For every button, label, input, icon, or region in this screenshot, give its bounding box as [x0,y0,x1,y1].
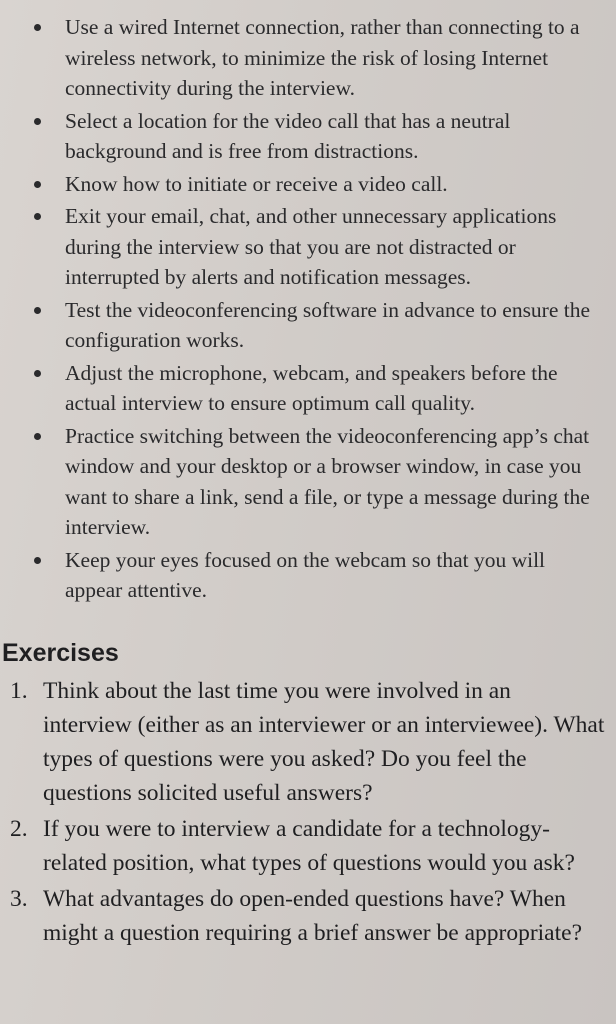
bullet-item [30,295,595,356]
bullet-text: Adjust the microphone, webcam, and speakers before the actual interview to ensure optimum call quality. [65,360,558,415]
bullet-dot-icon [34,557,41,564]
bullet-text: Use a wired Internet connection, rather than connecting to a wireless network, to minimize the risk of losing Internet connectivity during the interview. [65,15,580,100]
bullet-text: Select a location for the video call that has a neutral background and is free from distractions. [65,108,511,163]
exercises-heading: Exercises [2,639,119,667]
exercise-item [5,882,605,950]
bullet-text: Exit your email, chat, and other unnecessary applications during the interview so that you are not distracted or interrupted by alerts and notification messages. [65,204,557,289]
bullet-item [30,421,595,543]
exercise-text: Think about the last time you were involved in an interview (either as an interviewer or an interviewee). What types of questions were you asked? Do you feel the questions solicited useful answers? [43,678,605,806]
bullet-text: Test the videoconferencing software in advance to ensure the configuration works. [65,297,591,352]
bullet-text: Know how to initiate or receive a video call. [65,171,448,196]
exercise-text: What advantages do open-ended questions have? When might a question requiring a brief answer be appropriate? [43,886,582,946]
exercise-number: 3. [10,886,28,912]
tips-bullet-list [30,12,595,608]
exercises-list [5,674,605,952]
bullet-item [30,106,595,167]
bullet-dot-icon [34,213,41,220]
bullet-item [30,169,595,200]
bullet-text: Practice switching between the videoconferencing app’s chat window and your desktop or a browser window, in case you want to share a link, send a file, or type a message during the interview. [65,423,590,539]
exercise-text: If you were to interview a candidate for a technology-related position, what types of questions would you ask? [43,816,575,876]
exercise-number: 1. [10,678,28,704]
bullet-item [30,12,595,104]
bullet-dot-icon [34,181,41,188]
exercise-number: 2. [10,816,28,842]
bullet-text: Keep your eyes focused on the webcam so that you will appear attentive. [65,547,546,602]
exercise-item [5,674,605,810]
bullet-dot-icon [34,118,41,125]
bullet-item [30,545,595,606]
bullet-item [30,358,595,419]
exercise-item [5,812,605,880]
bullet-item [30,201,595,293]
bullet-dot-icon [34,307,41,314]
bullet-dot-icon [34,370,41,377]
bullet-dot-icon [34,433,41,440]
bullet-dot-icon [34,24,41,31]
